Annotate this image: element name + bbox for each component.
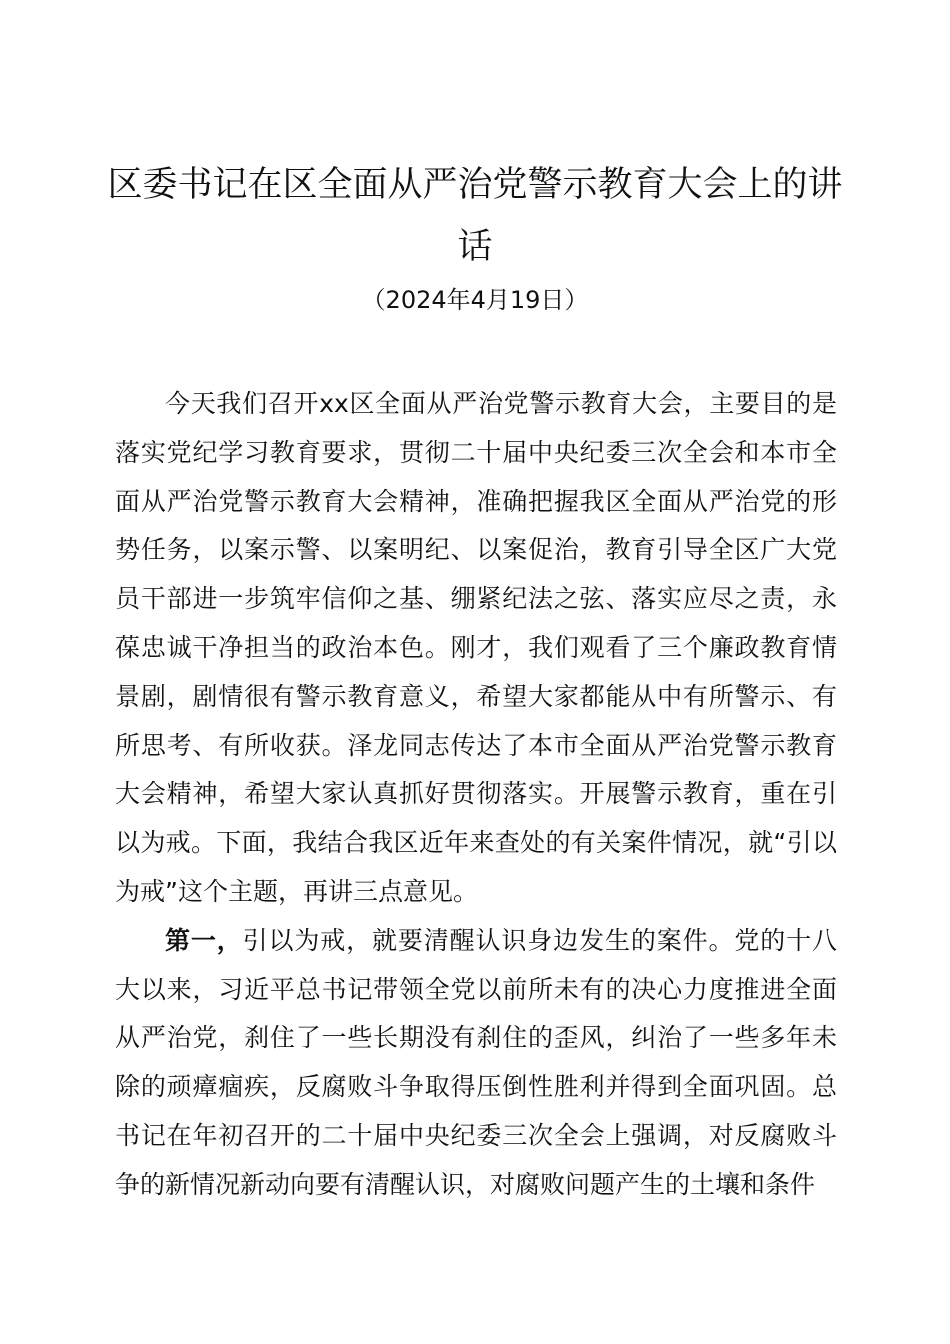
paragraph — [115, 917, 837, 1210]
document-body — [115, 380, 837, 1210]
paragraph — [115, 380, 837, 917]
paragraph-text: 引以为戒，就要清醒认识身边发生的案件。党的十八大以来，习近平总书记带领全党以前所未有的决心力度推进全面从严治党，刹住了一些长期没有刹住的歪风，纠治了一些多年未除的顽瘴痼疾，反腐败斗争取得压倒性胜利并得到全面巩固。总书记在年初召开的二十届中央纪委三次全会上强调，对反腐败斗争的新情况新动向要有清醒认识，对腐败问题产生的土壤和条件 — [115, 925, 837, 1199]
paragraph-lead: 第一， — [165, 925, 243, 955]
page-title: 区委书记在区全面从严治党警示教育大会上的讲话 — [107, 165, 843, 267]
speech-date: （2024年4月19日） — [361, 286, 589, 314]
paragraph-text: 今天我们召开xx区全面从严治党警示教育大会，主要目的是落实党纪学习教育要求，贯彻二十届中央纪委三次全会和本市全面从严治党警示教育大会精神，准确把握我区全面从严治党的形势任务，以案示警、以案明纪、以案促治，教育引导全区广大党员干部进一步筑牢信仰之基、绷紧纪法之弦、落实应尽之责，永葆忠诚干净担当的政治本色。刚才，我们观看了三个廉政教育情景剧，剧情很有警示教育意义，希望大家都能从中有所警示、有所思考、有所收获。泽龙同志传达了本市全面从严治党警示教育大会精神，希望大家认真抓好贯彻落实。开展警示教育，重在引以为戒。下面，我结合我区近年来查处的有关案件情况，就“引以为戒”这个主题，再讲三点意见。 — [115, 389, 837, 906]
